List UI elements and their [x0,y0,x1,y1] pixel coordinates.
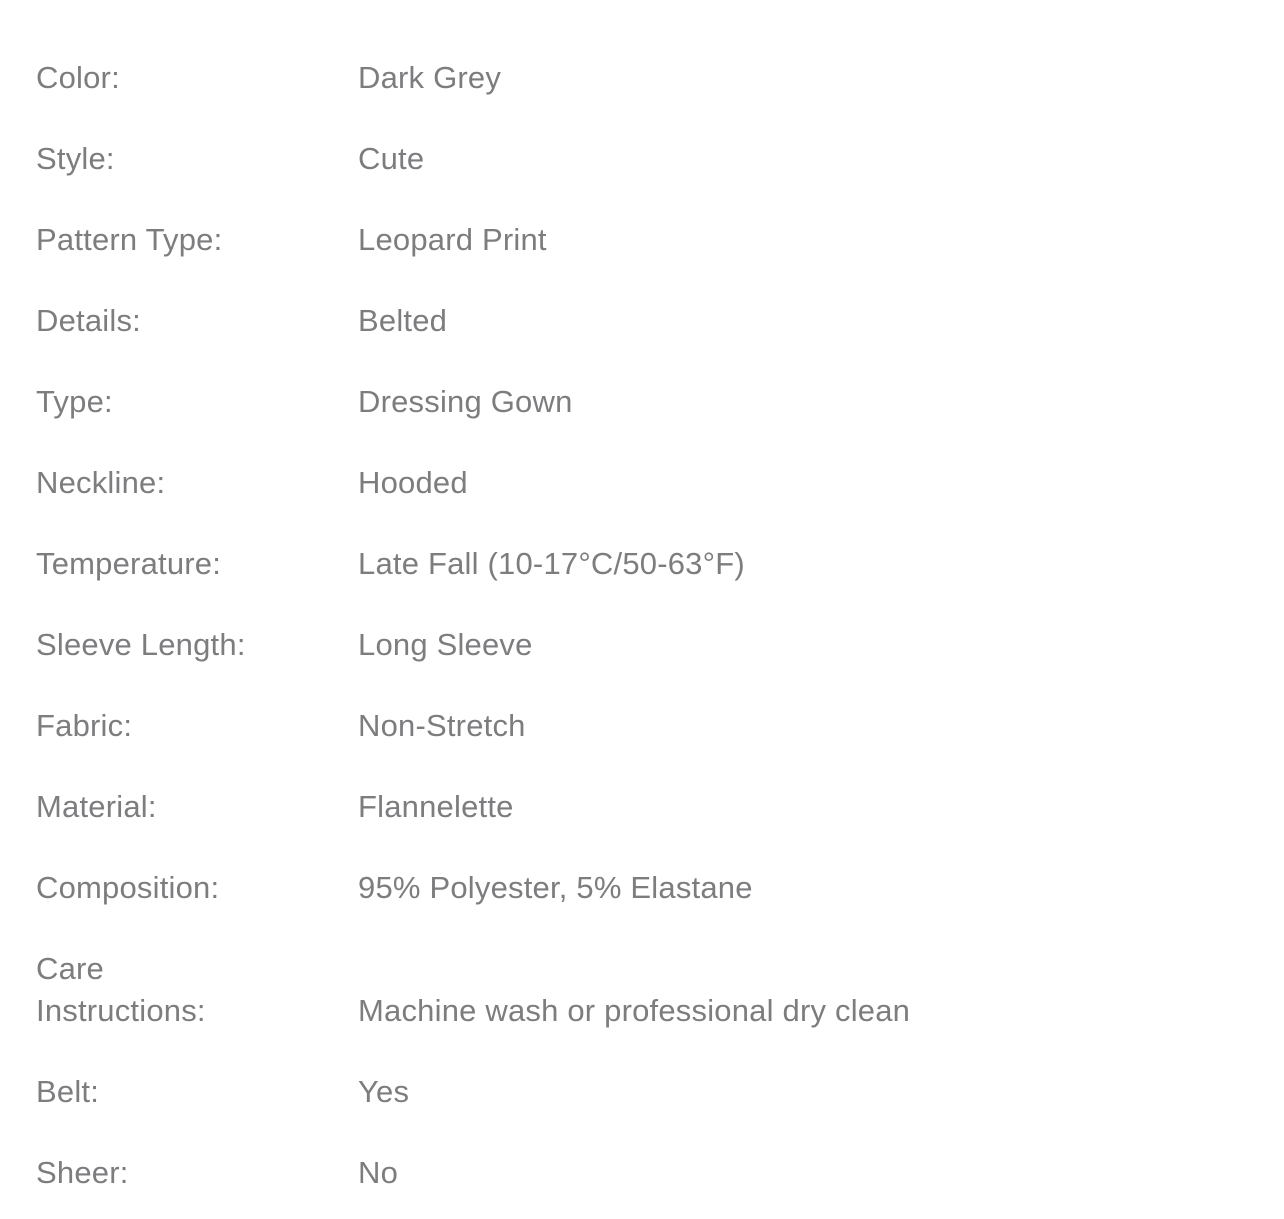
attribute-value: Leopard Print [358,222,547,257]
attribute-label: Temperature: [36,546,222,581]
attribute-label-cell [36,57,358,99]
attribute-label: Composition: [36,870,220,905]
attribute-value: Hooded [358,465,468,500]
attribute-label: Color: [36,60,120,95]
attribute-row-composition [36,867,1248,909]
attribute-label-cell [36,1152,358,1194]
attribute-value: Cute [358,141,425,176]
attribute-row-care-instructions [36,948,1248,1032]
attribute-label: Belt: [36,1074,100,1109]
attribute-label: Care Instructions: [36,951,206,1028]
attribute-label-cell [36,543,358,585]
attribute-row-belt [36,1071,1248,1113]
attribute-value: Machine wash or professional dry clean [358,993,911,1028]
attribute-row-material [36,786,1248,828]
attribute-label-cell [36,948,358,1032]
attribute-label-cell [36,300,358,342]
attribute-label: Pattern Type: [36,222,223,257]
attribute-label: Sleeve Length: [36,627,246,662]
attribute-row-temperature [36,543,1248,585]
attribute-value: Dressing Gown [358,384,573,419]
attribute-label: Material: [36,789,157,824]
attribute-value: Yes [358,1074,410,1109]
attribute-label-cell [36,705,358,747]
attribute-label: Type: [36,384,113,419]
attribute-label-cell [36,867,358,909]
attribute-value: Belted [358,303,448,338]
attribute-label-cell [36,138,358,180]
attribute-value: Non-Stretch [358,708,526,743]
attribute-label-cell [36,1071,358,1113]
attribute-value: Long Sleeve [358,627,533,662]
attribute-label: Details: [36,303,141,338]
attribute-row-fabric [36,705,1248,747]
attribute-label: Sheer: [36,1155,129,1190]
attribute-row-sleeve-length [36,624,1248,666]
attribute-row-sheer [36,1152,1248,1194]
attribute-value: Late Fall (10-17°C/50-63°F) [358,546,745,581]
attribute-label: Neckline: [36,465,166,500]
attribute-row-details [36,300,1248,342]
attribute-label: Fabric: [36,708,133,743]
attribute-label: Style: [36,141,115,176]
attribute-row-style [36,138,1248,180]
attribute-row-color [36,57,1248,99]
attribute-value: 95% Polyester, 5% Elastane [358,870,753,905]
attribute-label-cell [36,381,358,423]
attribute-row-pattern-type [36,219,1248,261]
attribute-value: Dark Grey [358,60,502,95]
attribute-label-cell [36,462,358,504]
attribute-row-type [36,381,1248,423]
attribute-value: Flannelette [358,789,514,824]
attribute-value: No [358,1155,399,1190]
attribute-label-cell [36,786,358,828]
attribute-label-cell [36,624,358,666]
attribute-label-cell [36,219,358,261]
attribute-row-neckline [36,462,1248,504]
